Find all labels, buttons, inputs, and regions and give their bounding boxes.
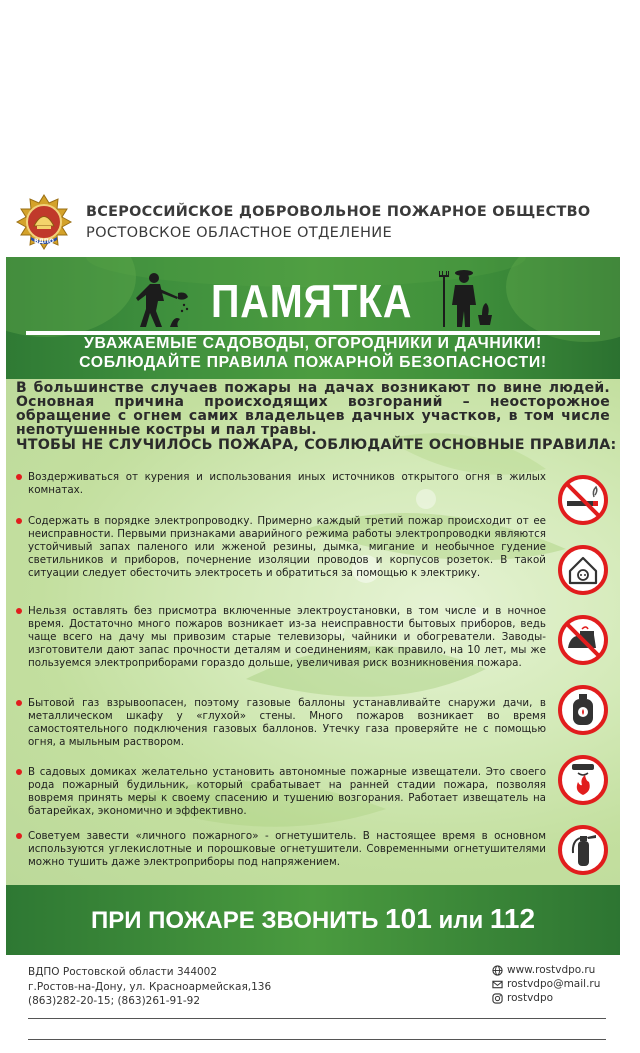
rule-item <box>16 605 546 670</box>
instagram-row[interactable] <box>492 991 600 1005</box>
bullet-icon <box>16 608 22 614</box>
contacts-block <box>492 963 600 1006</box>
bullet-icon <box>16 700 22 706</box>
footer <box>6 955 620 1053</box>
bullet-icon <box>16 474 22 480</box>
website-link[interactable]: www.rostvdpo.ru <box>507 964 596 976</box>
rule-text: Советуем завести «личного пожарного» - огнетушитель. В настоящее время в основном используются углекислотные и порошковые огнетушители. Современными огнетушителями можно тушить даже электроприборы под напряжением. <box>28 830 546 868</box>
header <box>6 179 620 257</box>
smoke-detector-icon <box>558 755 608 805</box>
bullet-icon <box>16 769 22 775</box>
emergency-call-banner <box>6 885 620 955</box>
page-title: ПАМЯТКА <box>211 275 413 327</box>
bullet-icon <box>16 833 22 839</box>
address-line: г.Ростов-на-Дону, ул. Красноармейская,136 <box>28 980 272 993</box>
rule-item <box>16 515 546 580</box>
gardener-silhouette-icon <box>134 271 194 329</box>
emergency-number-112: 112 <box>489 903 536 934</box>
farmer-silhouette-icon <box>438 267 494 329</box>
flyer-sheet <box>6 179 620 1053</box>
appeal-line-1: УВАЖАЕМЫЕ САДОВОДЫ, ОГОРОДНИКИ И ДАЧНИКИ! <box>84 335 542 352</box>
emergency-number-101: 101 <box>385 903 432 934</box>
intro-paragraph: В большинстве случаев пожары на дачах возникают по вине людей. Основная причина происходящих возгораний – неосторожное обращение с огнем самих владельцев дачных участков, в том числе непотушенные костры и пал травы. <box>16 380 610 438</box>
call-prefix: ПРИ ПОЖАРЕ ЗВОНИТЬ <box>90 907 379 934</box>
rule-text: Воздерживаться от курения и использования иных источников открытого огня в жилых комнатах. <box>28 471 546 496</box>
gas-cylinder-icon <box>558 685 608 735</box>
rule-item <box>16 471 546 497</box>
address-line: ВДПО Ростовской области 344002 <box>28 966 218 978</box>
footer-divider <box>28 1039 606 1040</box>
instagram-handle[interactable]: rostvdpo <box>507 992 554 1005</box>
rules-heading: ЧТОБЫ НЕ СЛУЧИЛОСЬ ПОЖАРА, СОБЛЮДАЙТЕ ОСНОВНЫЕ ПРАВИЛА: <box>16 437 617 453</box>
rule-text: Бытовой газ взрывоопасен, поэтому газовые баллоны устанавливайте снаружи дачи, в металлическом шкафу у «глухой» стены. Много пожаров возникает во время самостоятельного подключения газовых баллонов. Утечку газа проверяйте не с помощью огня, а мыльным раствором. <box>28 697 546 748</box>
mail-icon <box>492 979 503 990</box>
instagram-icon <box>492 993 503 1004</box>
email-row[interactable] <box>492 977 600 991</box>
title-banner <box>6 257 620 379</box>
rule-text: Содержать в порядке электропроводку. Примерно каждый третий пожар происходит от ее неисправности. Первыми признаками аварийного режима работы электропроводки являются устойчивый запах паленого или жженой резины, дымка, мигание и необычное гудение светильников и приборов, почернение изоляции проводов и корпусов розеток. В такой ситуации следует обесточить электросеть и обратиться за помощью к электрику. <box>28 515 546 579</box>
rule-item <box>16 830 546 869</box>
phone-line: (863)282-20-15; (863)261-91-92 <box>28 995 201 1007</box>
address-block <box>28 965 271 1009</box>
rule-item <box>16 697 546 749</box>
org-branch: РОСТОВСКОЕ ОБЛАСТНОЕ ОТДЕЛЕНИЕ <box>86 224 392 241</box>
email-link[interactable]: rostvdpo@mail.ru <box>507 978 601 991</box>
vdpo-emblem-icon <box>13 193 75 251</box>
no-iron-icon <box>558 615 608 665</box>
org-name: ВСЕРОССИЙСКОЕ ДОБРОВОЛЬНОЕ ПОЖАРНОЕ ОБЩЕСТВО <box>86 204 591 220</box>
rule-item <box>16 766 546 818</box>
bullet-icon <box>16 518 22 524</box>
no-smoking-icon <box>558 475 608 525</box>
rule-text: В садовых домиках желательно установить автономные пожарные извещатели. Это своего рода пожарный будильник, который срабатывает на ранней стадии пожара, позволяя вовремя принять меры к своему спасению и тушению возгорания. Работает извещатель на батарейках, экономично и эффективно. <box>28 766 546 817</box>
footer-divider <box>28 1018 606 1019</box>
globe-icon <box>492 965 503 976</box>
extinguisher-icon <box>558 825 608 875</box>
rule-text: Нельзя оставлять без присмотра включенные электроустановки, в том числе и в ночное время. Достаточно много пожаров возникает из-за неисправности бытовых приборов, ведь чаще всего на дачу мы привозим старые телевизоры, чайники и обогреватели. Заводы-изготовители дают запас прочности деталям и соединениям, как правило, на 10 лет, мы же пользуемся электроприборами гораздо дольше, увеличивая риск возникновения пожара. <box>28 605 546 669</box>
appeal-line-2: СОБЛЮДАЙТЕ ПРАВИЛА ПОЖАРНОЙ БЕЗОПАСНОСТИ! <box>79 354 547 371</box>
house-outlet-icon <box>558 545 608 595</box>
emblem-label: ВДПО <box>33 238 55 245</box>
main-content <box>6 379 620 885</box>
website-row[interactable] <box>492 963 600 977</box>
emergency-call-text <box>6 903 620 935</box>
call-connector: или <box>438 907 484 934</box>
